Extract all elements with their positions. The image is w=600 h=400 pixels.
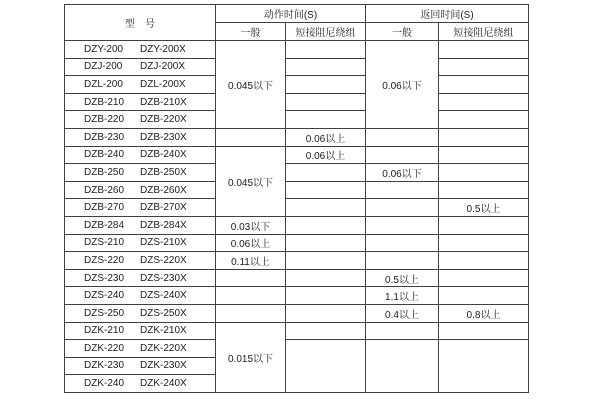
return-general-cell: 0.06以下 — [366, 41, 439, 129]
model-name-x: DZS-230X — [140, 272, 187, 284]
return-general-cell: 0.06以下 — [366, 164, 439, 182]
model-name: DZB-270 — [84, 202, 125, 214]
action-general-cell — [216, 269, 286, 287]
model-name-x: DZS-250X — [140, 307, 187, 319]
header-action-damping: 短接阻尼绕组 — [286, 23, 366, 41]
return-general-cell — [366, 234, 439, 252]
return-damping-cell — [439, 58, 529, 76]
header-return-damping: 短接阻尼绕组 — [439, 23, 529, 41]
model-name-x: DZB-260X — [140, 184, 187, 196]
header-return-time: 返回时间(S) — [366, 5, 529, 23]
return-damping-cell: 0.5以上 — [439, 199, 529, 217]
return-damping-cell — [439, 287, 529, 305]
action-damping-cell — [286, 252, 366, 270]
action-damping-cell — [286, 304, 366, 322]
model-cell — [65, 375, 216, 393]
model-cell — [65, 199, 216, 217]
action-damping-cell — [286, 181, 366, 199]
action-general-cell — [216, 287, 286, 305]
model-name: DZB-250 — [84, 166, 125, 178]
return-damping-cell — [439, 234, 529, 252]
return-damping-cell — [439, 128, 529, 146]
model-cell — [65, 357, 216, 375]
action-damping-cell — [286, 322, 366, 340]
model-name-x: DZK-210X — [140, 325, 187, 337]
model-cell — [65, 128, 216, 146]
action-damping-cell — [286, 41, 366, 59]
model-name: DZB-210 — [84, 96, 125, 108]
action-general-cell: 0.06以上 — [216, 234, 286, 252]
action-damping-cell: 0.06以上 — [286, 146, 366, 164]
action-damping-cell — [286, 269, 366, 287]
action-damping-cell — [286, 58, 366, 76]
return-general-cell — [366, 146, 439, 164]
model-cell — [65, 234, 216, 252]
action-damping-cell — [286, 164, 366, 182]
model-name: DZJ-200 — [84, 61, 123, 73]
return-damping-cell — [439, 181, 529, 199]
action-general-cell: 0.03以下 — [216, 216, 286, 234]
return-general-cell: 0.5以上 — [366, 269, 439, 287]
table-row — [65, 146, 529, 164]
model-name-x: DZJ-200X — [140, 61, 186, 73]
return-damping-cell — [439, 322, 529, 340]
table-row — [65, 234, 529, 252]
header-return-general: 一般 — [366, 23, 439, 41]
return-damping-cell — [439, 41, 529, 59]
header-action-general: 一般 — [216, 23, 286, 41]
model-name-x: DZB-270X — [140, 202, 187, 214]
return-damping-cell — [439, 216, 529, 234]
action-general-cell: 0.015以下 — [216, 322, 286, 392]
return-damping-cell — [439, 93, 529, 111]
model-name-x: DZS-240X — [140, 290, 187, 302]
action-general-cell — [216, 304, 286, 322]
table-row — [65, 128, 529, 146]
model-name: DZL-200 — [84, 78, 123, 90]
model-name: DZB-220 — [84, 114, 125, 126]
model-cell — [65, 252, 216, 270]
model-name-x: DZB-250X — [140, 166, 187, 178]
model-name: DZS-230 — [84, 272, 125, 284]
model-name-x: DZB-284X — [140, 219, 187, 231]
header-action-time: 动作时间(S) — [216, 5, 366, 23]
model-name-x: DZB-210X — [140, 96, 187, 108]
model-cell — [65, 287, 216, 305]
model-name: DZY-200 — [84, 43, 124, 55]
table-row — [65, 269, 529, 287]
model-cell — [65, 304, 216, 322]
action-general-cell: 0.045以下 — [216, 41, 286, 129]
model-cell — [65, 93, 216, 111]
return-damping-cell: 0.8以上 — [439, 304, 529, 322]
return-general-cell: 0.4以上 — [366, 304, 439, 322]
model-cell — [65, 216, 216, 234]
action-damping-cell — [286, 287, 366, 305]
table-row — [65, 322, 529, 340]
action-damping-cell — [286, 340, 366, 393]
table-row — [65, 181, 529, 199]
action-damping-cell — [286, 216, 366, 234]
model-name: DZS-220 — [84, 254, 125, 266]
table-row — [65, 340, 529, 358]
model-cell — [65, 322, 216, 340]
return-damping-cell — [439, 76, 529, 94]
table-row — [65, 287, 529, 305]
model-name: DZB-230 — [84, 131, 125, 143]
model-name: DZS-210 — [84, 237, 125, 249]
return-general-cell — [366, 216, 439, 234]
model-name: DZK-240 — [84, 378, 125, 390]
model-name-x: DZS-220X — [140, 254, 187, 266]
model-cell — [65, 111, 216, 129]
model-name: DZS-250 — [84, 307, 125, 319]
return-general-cell — [366, 252, 439, 270]
table-row — [65, 58, 529, 76]
return-damping-cell — [439, 340, 529, 393]
header-row-1 — [65, 5, 529, 23]
table-row — [65, 252, 529, 270]
model-name-x: DZB-220X — [140, 114, 187, 126]
model-name-x: DZB-230X — [140, 131, 187, 143]
model-name: DZK-210 — [84, 325, 125, 337]
return-damping-cell — [439, 269, 529, 287]
return-general-cell — [366, 128, 439, 146]
model-cell — [65, 269, 216, 287]
action-damping-cell: 0.06以上 — [286, 128, 366, 146]
table-row — [65, 164, 529, 182]
return-damping-cell — [439, 111, 529, 129]
table-row — [65, 111, 529, 129]
table-row — [65, 41, 529, 59]
action-damping-cell — [286, 111, 366, 129]
return-damping-cell — [439, 164, 529, 182]
model-cell — [65, 41, 216, 59]
model-cell — [65, 164, 216, 182]
model-name: DZB-284 — [84, 219, 125, 231]
model-name-x: DZB-240X — [140, 149, 187, 161]
table-row — [65, 93, 529, 111]
model-name-x: DZK-220X — [140, 342, 187, 354]
action-general-cell: 0.045以下 — [216, 146, 286, 216]
return-general-cell — [366, 322, 439, 340]
model-name-x: DZY-200X — [140, 43, 186, 55]
return-general-cell: 1.1以上 — [366, 287, 439, 305]
model-name: DZK-230 — [84, 360, 125, 372]
model-name: DZB-240 — [84, 149, 125, 161]
action-general-cell: 0.11以上 — [216, 252, 286, 270]
action-damping-cell — [286, 76, 366, 94]
return-damping-cell — [439, 146, 529, 164]
model-cell — [65, 340, 216, 358]
table-row — [65, 76, 529, 94]
table-row — [65, 199, 529, 217]
model-name-x: DZS-210X — [140, 237, 187, 249]
action-damping-cell — [286, 234, 366, 252]
model-name: DZK-220 — [84, 342, 125, 354]
header-model: 型 号 — [65, 5, 216, 41]
model-cell — [65, 58, 216, 76]
model-cell — [65, 146, 216, 164]
table-row — [65, 304, 529, 322]
model-name-x: DZK-240X — [140, 378, 187, 390]
return-damping-cell — [439, 252, 529, 270]
action-damping-cell — [286, 199, 366, 217]
model-name: DZS-240 — [84, 290, 125, 302]
spec-table — [64, 4, 529, 393]
return-general-cell — [366, 340, 439, 393]
model-name-x: DZK-230X — [140, 360, 187, 372]
model-cell — [65, 76, 216, 94]
table-row — [65, 216, 529, 234]
model-name: DZB-260 — [84, 184, 125, 196]
model-name-x: DZL-200X — [140, 78, 186, 90]
model-cell — [65, 181, 216, 199]
action-general-cell — [216, 128, 286, 146]
return-general-cell — [366, 181, 439, 199]
action-damping-cell — [286, 93, 366, 111]
return-general-cell — [366, 199, 439, 217]
